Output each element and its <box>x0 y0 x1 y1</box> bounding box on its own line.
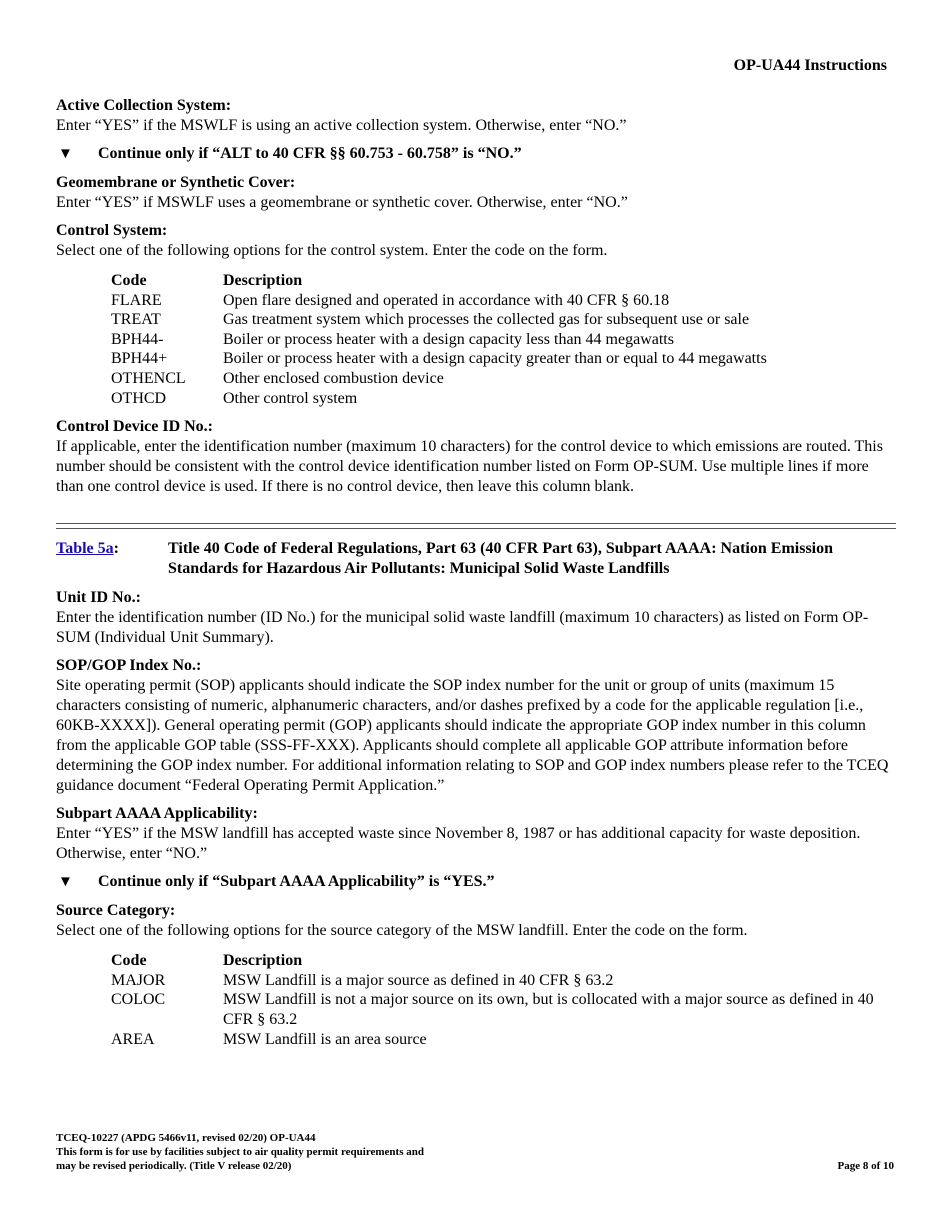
description-cell: Open flare designed and operated in accordance with 40 CFR § 60.18 <box>223 291 670 309</box>
table-5a-label <box>56 539 168 579</box>
code-cell: OTHENCL <box>111 369 186 387</box>
section-text: Enter “YES” if the MSW landfill has accepted waste since November 8, 1987 or has additional capacity for waste deposition. Otherwise, enter “NO.” <box>56 825 861 863</box>
source-category-section <box>56 901 896 941</box>
code-header: Code <box>111 272 147 289</box>
page-header-title: OP-UA44 Instructions <box>733 57 887 74</box>
section-title: Source Category: <box>56 902 176 920</box>
table-row <box>111 369 767 389</box>
description-header: Description <box>223 952 303 970</box>
sop-gop-index-section <box>56 656 896 796</box>
footer-notice-line2: may be revised periodically. (Title V release 02/20) <box>56 1160 292 1172</box>
code-cell: MAJOR <box>111 971 166 989</box>
code-cell: BPH44+ <box>111 350 168 368</box>
description-cell: Boiler or process heater with a design capacity less than 44 megawatts <box>223 330 674 348</box>
code-header: Code <box>111 952 147 970</box>
table-row <box>111 330 767 350</box>
code-cell: FLARE <box>111 291 162 309</box>
table-header-row <box>111 951 896 971</box>
continue-text: Continue only if “Subpart AAAA Applicability” is “YES.” <box>98 873 495 891</box>
table-row <box>111 971 896 991</box>
page-number: Page 8 of 10 <box>837 1160 894 1172</box>
section-title: Control System: <box>56 222 168 239</box>
table-row <box>111 1030 896 1050</box>
description-cell: MSW Landfill is an area source <box>223 1030 427 1048</box>
description-cell: Other control system <box>223 389 358 407</box>
code-cell: OTHCD <box>111 389 167 407</box>
continue-text: Continue only if “ALT to 40 CFR §§ 60.753 - 60.758” is “NO.” <box>98 145 522 162</box>
section-title: Unit ID No.: <box>56 589 141 607</box>
down-triangle-icon: ▼ <box>58 874 73 891</box>
description-cell: Boiler or process heater with a design capacity greater than or equal to 44 megawatts <box>223 350 767 368</box>
active-collection-system-section <box>56 96 896 136</box>
footer-notice-line1: This form is for use by facilities subject to air quality permit requirements and <box>56 1146 424 1158</box>
continue-instruction <box>56 872 896 892</box>
table-5a-title: Title 40 Code of Federal Regulations, Part 63 (40 CFR Part 63), Subpart AAAA: Nation Emission Standards for Hazardous Air Pollutants: Municipal Solid Waste Landfills <box>168 540 834 578</box>
section-title: SOP/GOP Index No.: <box>56 657 202 675</box>
page-footer <box>56 1131 896 1173</box>
description-cell: MSW Landfill is not a major source on its own, but is collocated with a major source as defined in 40 CFR § 63.2 <box>223 991 874 1028</box>
source-category-code-table <box>111 951 896 1049</box>
control-system-section <box>56 221 896 261</box>
footer-form-id: TCEQ-10227 (APDG 5466v11, revised 02/20) OP-UA44 <box>56 1132 316 1144</box>
unit-id-section <box>56 588 896 648</box>
control-device-id-section <box>56 417 896 497</box>
table-row <box>111 389 767 409</box>
section-text: If applicable, enter the identification number (maximum 10 characters) for the control device to which emissions are routed. This number should be consistent with the control device identification number listed on Form OP-SUM. Use multiple lines if more than one control device is used. If there is no control device, then leave this column blank. <box>56 438 883 496</box>
table-5a-link[interactable]: Table 5a <box>56 540 114 558</box>
table-5a-heading <box>56 539 896 579</box>
down-triangle-icon: ▼ <box>58 146 73 162</box>
continue-instruction <box>56 144 896 164</box>
section-title: Control Device ID No.: <box>56 418 214 436</box>
section-title: Active Collection System: <box>56 97 232 114</box>
table-5a-colon: : <box>113 540 119 558</box>
description-cell: Gas treatment system which processes the collected gas for subsequent use or sale <box>223 311 750 329</box>
geomembrane-section <box>56 173 896 213</box>
description-header: Description <box>223 272 303 289</box>
code-cell: BPH44- <box>111 330 164 348</box>
section-text: Enter “YES” if the MSWLF is using an active collection system. Otherwise, enter “NO.” <box>56 117 627 134</box>
table-row <box>111 310 767 330</box>
section-text: Select one of the following options for the source category of the MSW landfill. Enter the code on the form. <box>56 922 748 940</box>
description-cell: MSW Landfill is a major source as defined in 40 CFR § 63.2 <box>223 971 614 989</box>
subpart-applicability-section <box>56 804 896 864</box>
section-text: Enter the identification number (ID No.) for the municipal solid waste landfill (maximum 10 characters) as listed on Form OP-SUM (Individual Unit Summary). <box>56 609 869 647</box>
section-text: Enter “YES” if MSWLF uses a geomembrane or synthetic cover. Otherwise, enter “NO.” <box>56 194 628 211</box>
main-content <box>56 96 896 1058</box>
section-title: Subpart AAAA Applicability: <box>56 805 258 823</box>
code-cell: AREA <box>111 1030 155 1048</box>
section-title: Geomembrane or Synthetic Cover: <box>56 174 296 191</box>
table-row <box>111 291 767 311</box>
control-system-code-table <box>111 271 767 408</box>
code-cell: COLOC <box>111 991 166 1009</box>
table-header-row <box>111 271 767 291</box>
section-text: Site operating permit (SOP) applicants should indicate the SOP index number for the unit or group of units (maximum 15 characters consisting of numeric, alphanumeric characters, and/or dashes prefixed by a code for the applicable regulation [i.e., 60KB-XXXX]). General operating permit (GOP) applicants should indicate the appropriate GOP index number in this column from the applicable GOP table (SSS-FF-XXX). Applicants should complete all applicable GOP attribute information before determining the GOP index number. For additional information relating to SOP and GOP index numbers please refer to the TCEQ guidance document “Federal Operating Permit Application.” <box>56 677 889 795</box>
table-row <box>111 349 767 369</box>
code-cell: TREAT <box>111 311 161 329</box>
description-cell: Other enclosed combustion device <box>223 369 444 387</box>
section-text: Select one of the following options for the control system. Enter the code on the form. <box>56 242 608 259</box>
table-row <box>111 990 896 1029</box>
section-divider <box>56 523 896 529</box>
